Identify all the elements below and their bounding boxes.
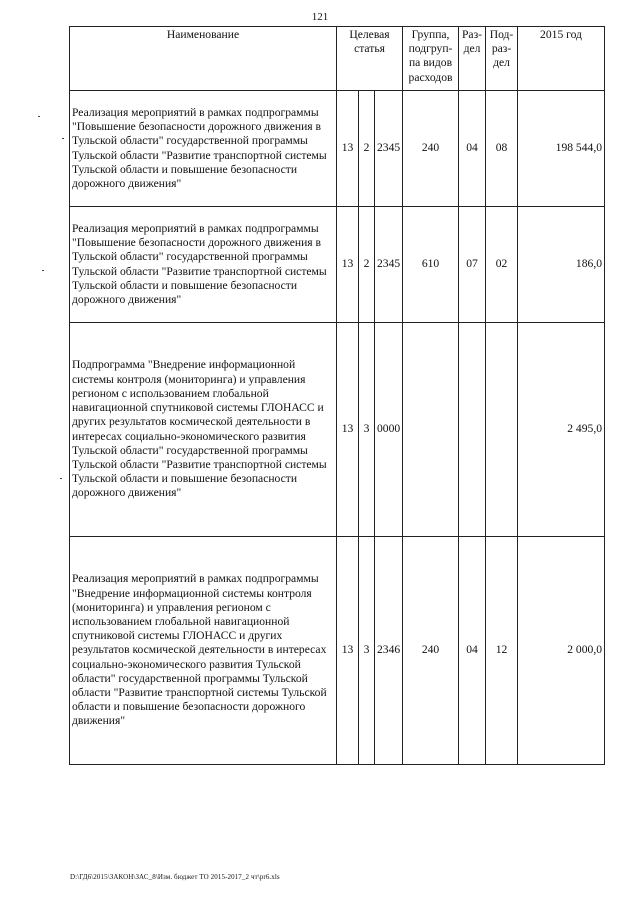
row-subsection: 02 <box>486 207 518 323</box>
row-article-code-3: 2345 <box>375 91 403 207</box>
row-amount: 186,0 <box>518 207 605 323</box>
row-article-code-1: 13 <box>337 323 359 537</box>
table-row <box>70 537 605 765</box>
margin-mark <box>42 270 44 271</box>
row-article-code-1: 13 <box>337 91 359 207</box>
row-amount: 198 544,0 <box>518 91 605 207</box>
margin-mark <box>38 116 40 117</box>
row-subsection <box>486 323 518 537</box>
row-section: 04 <box>459 537 486 765</box>
row-article-code-2: 3 <box>359 323 375 537</box>
row-section: 07 <box>459 207 486 323</box>
row-name: Реализация мероприятий в рамках подпрограммы "Повышение безопасности дорожного движения в Тульской области" государственной программы Тульской области "Развитие транспортной системы Тульской области и повышение безопасности дорожного движения" <box>70 91 337 207</box>
row-article-code-2: 3 <box>359 537 375 765</box>
row-expense-group: 240 <box>403 91 459 207</box>
table-row <box>70 207 605 323</box>
table-row <box>70 91 605 207</box>
footer-file-path: D:\ГД6\2015\ЗАКОН\ЗАС_8\Изм. бюджет ТО 2015-2017_2 чт\pr6.xls <box>70 873 280 881</box>
header-target-article: Целевая статья <box>337 27 403 91</box>
header-expense-group: Группа, подгруп-па видов расходов <box>403 27 459 91</box>
margin-mark <box>62 138 64 139</box>
table-row <box>70 323 605 537</box>
row-article-code-1: 13 <box>337 537 359 765</box>
margin-mark <box>60 478 62 479</box>
budget-table <box>69 26 605 765</box>
header-section: Раз-дел <box>459 27 486 91</box>
row-article-code-3: 2345 <box>375 207 403 323</box>
row-article-code-1: 13 <box>337 207 359 323</box>
row-article-code-3: 0000 <box>375 323 403 537</box>
header-subsection: Под-раз-дел <box>486 27 518 91</box>
row-expense-group: 610 <box>403 207 459 323</box>
page-number: 121 <box>311 11 329 23</box>
row-expense-group <box>403 323 459 537</box>
row-name: Подпрограмма "Внедрение информационной системы контроля (мониторинга) и управления регионом с использованием глобальной навигационной спутниковой системы ГЛОНАСС и других результатов космической деятельности в интересах социально-экономического развития Тульской области" государственной программы Тульской области "Развитие транспортной системы Тульской области и повышение безопасности дорожного движения" <box>70 323 337 537</box>
row-amount: 2 495,0 <box>518 323 605 537</box>
row-article-code-2: 2 <box>359 207 375 323</box>
row-section <box>459 323 486 537</box>
row-article-code-3: 2346 <box>375 537 403 765</box>
row-name: Реализация мероприятий в рамках подпрограммы "Внедрение информационной системы контроля (мониторинга) и управления регионом с использованием глобальной навигационной спутниковой системы ГЛОНАСС и других результатов космической деятельности в интересах социально-экономического развития Тульской области" государственной программы Тульской области "Развитие транспортной системы Тульской области и повышение безопасности дорожного движения" <box>70 537 337 765</box>
header-year: 2015 год <box>518 27 605 91</box>
row-article-code-2: 2 <box>359 91 375 207</box>
row-subsection: 08 <box>486 91 518 207</box>
row-amount: 2 000,0 <box>518 537 605 765</box>
row-name: Реализация мероприятий в рамках подпрограммы "Повышение безопасности дорожного движения в Тульской области" государственной программы Тульской области "Развитие транспортной системы Тульской области и повышение безопасности дорожного движения" <box>70 207 337 323</box>
header-row <box>70 27 605 91</box>
row-section: 04 <box>459 91 486 207</box>
row-expense-group: 240 <box>403 537 459 765</box>
row-subsection: 12 <box>486 537 518 765</box>
header-name: Наименование <box>70 27 337 91</box>
